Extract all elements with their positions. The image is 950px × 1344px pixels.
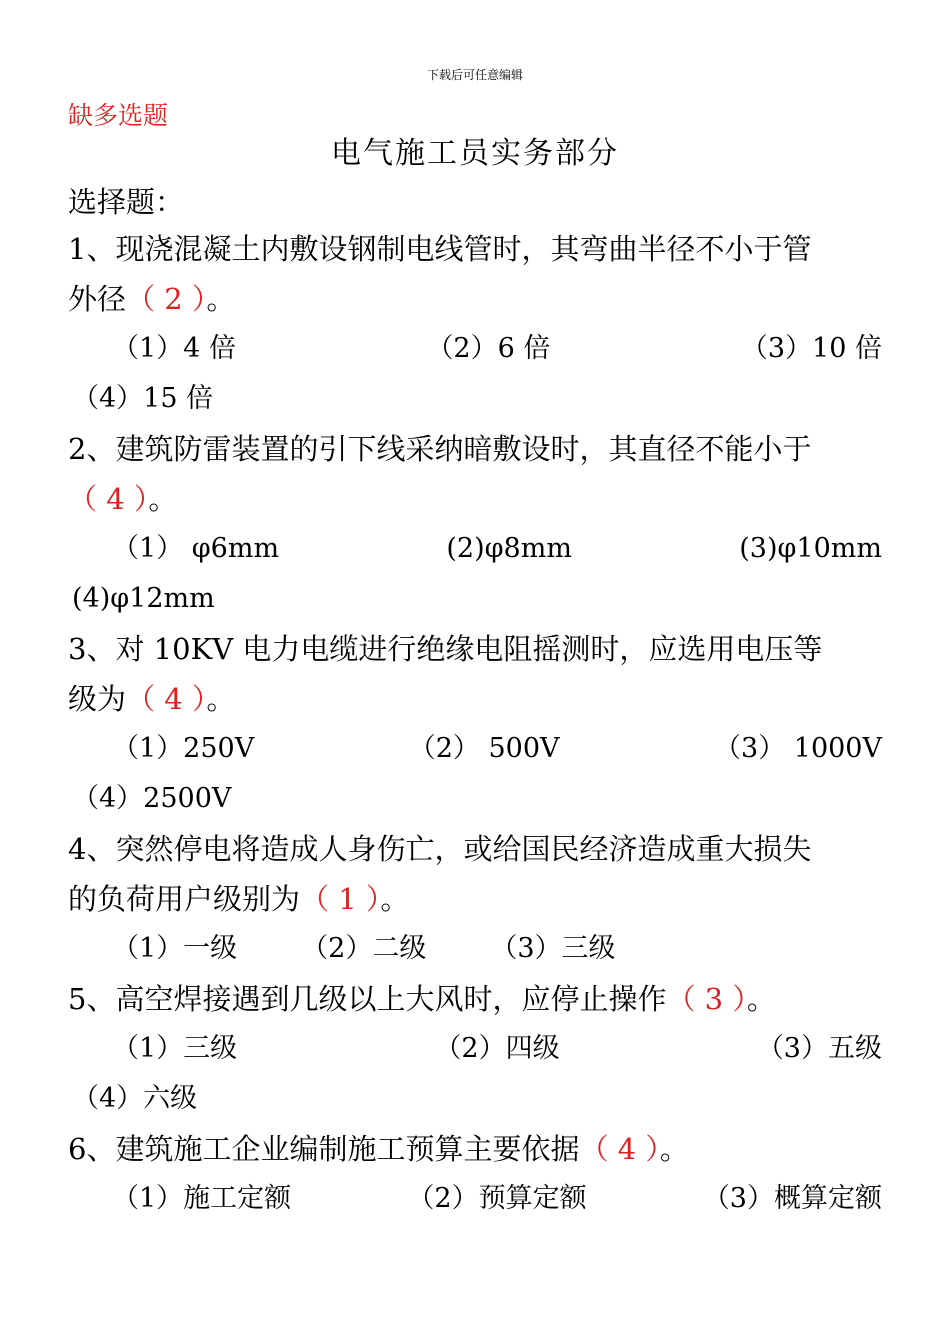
- question-6-options: [68, 1174, 882, 1224]
- question-4-line-2: [68, 874, 886, 924]
- question-3-option-2: （2） 500V: [408, 733, 560, 764]
- header-note: 下载后可任意编辑: [426, 68, 523, 82]
- question-6-option-1: （1）施工定额: [112, 1183, 292, 1214]
- question-5-answer: （ 3 ）: [666, 982, 747, 1016]
- question-5-option-2: （2）四级: [434, 1033, 560, 1064]
- question-1-answer: （ 2 ）: [126, 282, 207, 316]
- question-6-period: 。: [659, 1132, 689, 1166]
- question-1-options: [68, 324, 882, 374]
- question-6-option-3: （3）概算定额: [702, 1183, 882, 1214]
- question-2-option-3: (3)φ10mm: [739, 533, 882, 564]
- question-1-period: 。: [206, 282, 236, 316]
- question-2-answer: （ 4 ）: [68, 482, 149, 516]
- question-6-line-1: [68, 1124, 886, 1174]
- question-4-options: [68, 924, 882, 974]
- question-1-option-3: （3）10 倍: [740, 333, 882, 364]
- question-1-option-2: （2）6 倍: [426, 333, 551, 364]
- question-4-line-1: 4、突然停电将造成人身伤亡，或给国民经济造成重大损失: [68, 832, 812, 866]
- section-heading: 选择题：: [68, 185, 185, 219]
- page-title: 电气施工员实务部分: [331, 136, 619, 171]
- question-2-options: [68, 524, 882, 574]
- question-2-period: 。: [148, 482, 178, 516]
- question-4-option-1: （1）一级: [112, 933, 238, 964]
- question-3-period: 。: [206, 682, 236, 716]
- question-3-option-1: （1）250V: [112, 733, 255, 764]
- question-5-options: [68, 1024, 882, 1074]
- question-3-options: [68, 724, 882, 774]
- question-3-option-3: （3） 1000V: [714, 733, 882, 764]
- question-2-option-1: （1） φ6mm: [112, 533, 280, 564]
- question-4-option-3: （3）三级: [490, 933, 616, 964]
- question-3-answer: （ 4 ）: [126, 682, 207, 716]
- question-3-text: 级为: [68, 682, 127, 716]
- question-3-option-4: （4）2500V: [72, 783, 232, 814]
- missing-note: 缺多选题: [68, 101, 169, 130]
- question-3-line-2: [68, 674, 886, 724]
- question-6-text: 6、建筑施工企业编制施工预算主要依据: [68, 1132, 580, 1166]
- question-4-option-2: （2）二级: [301, 933, 427, 964]
- question-1-option-4: （4）15 倍: [72, 383, 214, 414]
- question-4-answer: （ 1 ）: [300, 882, 381, 916]
- question-5-line-1: [68, 974, 886, 1024]
- question-6-option-2: （2）预算定额: [407, 1183, 587, 1214]
- question-3-line-1: 3、对 10KV 电力电缆进行绝缘电阻摇测时，应选用电压等: [68, 632, 823, 666]
- question-1-text: 外径: [68, 282, 127, 316]
- question-4-period: 。: [380, 882, 410, 916]
- question-6-answer: （ 4 ）: [579, 1132, 660, 1166]
- question-4-text: 的负荷用户级别为: [68, 882, 301, 916]
- question-1-option-1: （1）4 倍: [112, 333, 236, 364]
- question-2-option-2: (2)φ8mm: [446, 533, 572, 564]
- question-2-line-2: [68, 474, 886, 524]
- question-5-option-3: （3）五级: [756, 1033, 882, 1064]
- question-2-option-4: (4)φ12mm: [72, 583, 215, 614]
- question-1-line-1: 1、现浇混凝土内敷设钢制电线管时，其弯曲半径不小于管: [68, 232, 812, 266]
- question-2-line-1: 2、建筑防雷装置的引下线采纳暗敷设时，其直径不能小于: [68, 432, 812, 466]
- question-5-text: 5、高空焊接遇到几级以上大风时，应停止操作: [68, 982, 667, 1016]
- question-5-option-1: （1）三级: [112, 1033, 238, 1064]
- question-5-option-4: （4）六级: [72, 1083, 198, 1114]
- question-1-line-2: [68, 274, 886, 324]
- question-5-period: 。: [746, 982, 776, 1016]
